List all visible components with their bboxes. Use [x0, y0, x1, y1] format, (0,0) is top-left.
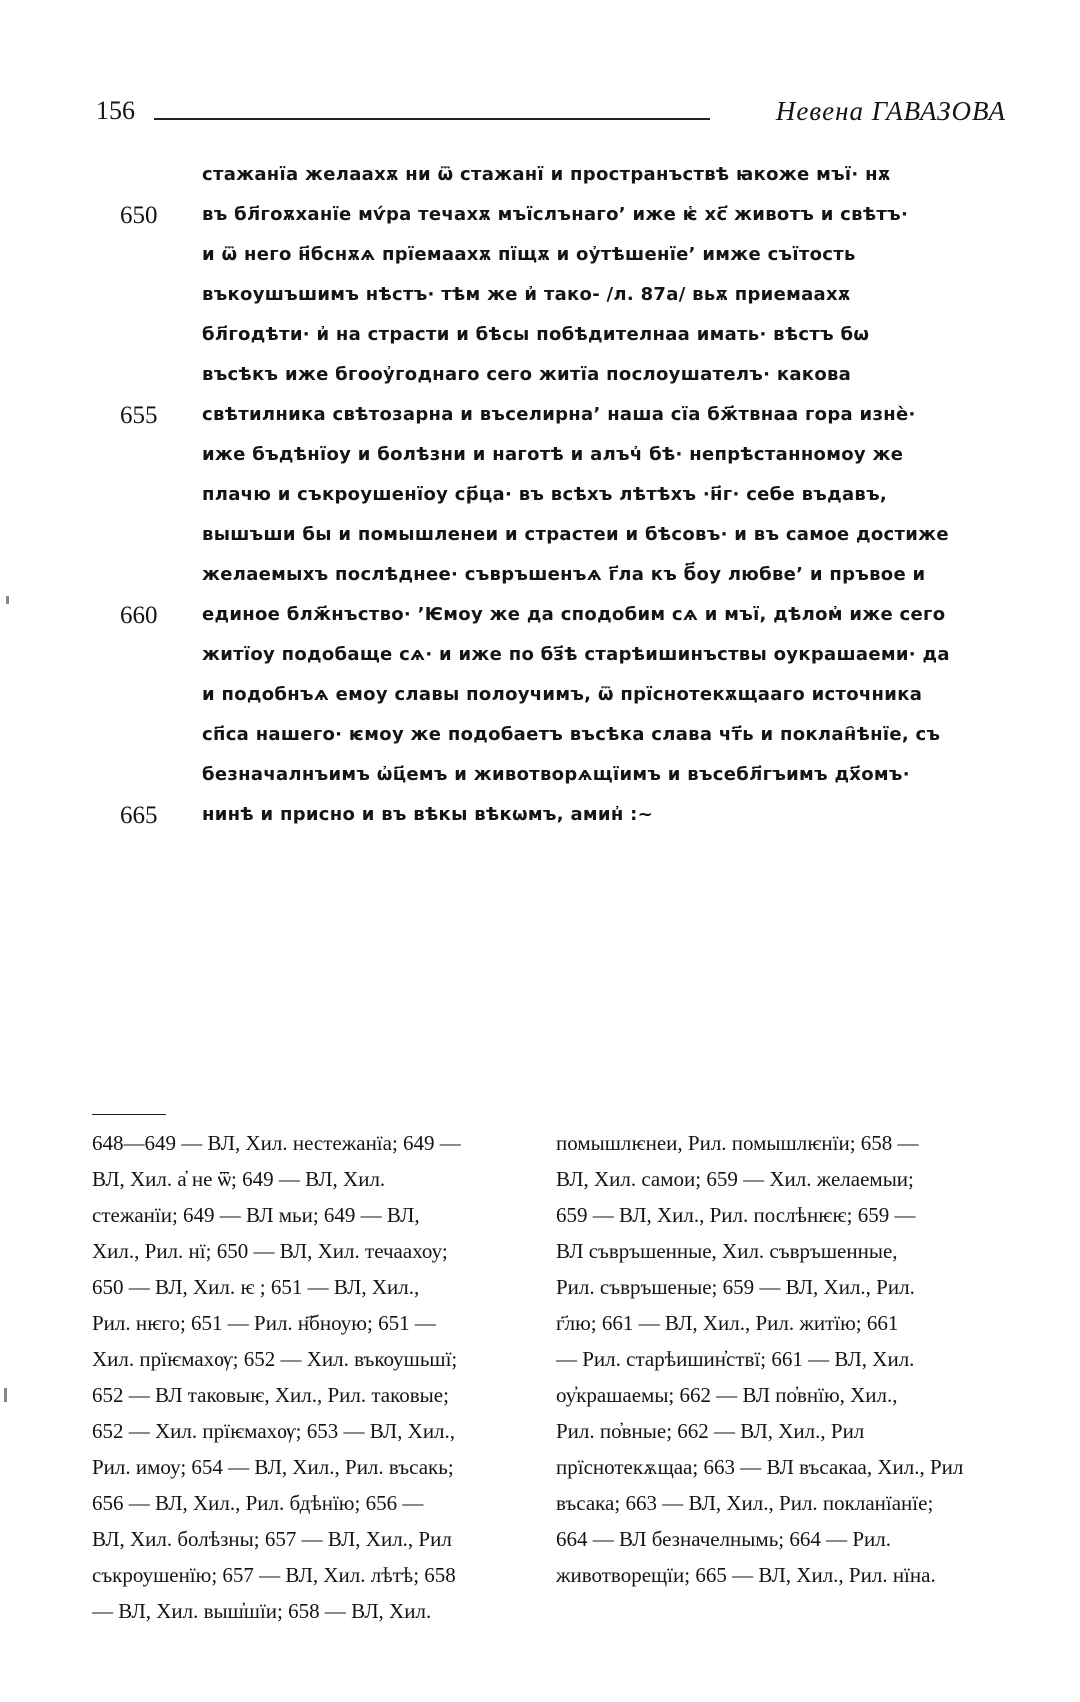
text-line: [120, 320, 1020, 360]
note-line: — ВЛ, Хил. выш҆шїи; 658 — ВЛ, Хил.: [92, 1599, 432, 1623]
line-text: въсѣкъ иже бгооу҆годнаго сего житїа послоушателъ· какова: [202, 364, 852, 385]
text-line: [120, 200, 1020, 240]
text-line: [120, 800, 1020, 840]
note-line: 648—649 — ВЛ, Хил. нестежанїа; 649 —: [92, 1131, 461, 1155]
text-line: [120, 600, 1020, 640]
text-line: [120, 360, 1020, 400]
line-text: въкоушъшимъ нѣстъ· тѣм же и҆ тако- /л. 87а/ вьѫ приемаахѫ: [202, 284, 851, 305]
note-line: помышлѥнеи, Рил. помышлѥнїи; 658 —: [556, 1131, 919, 1155]
note-line: прїснотекѫщаа; 663 — ВЛ въсакаа, Хил., Рил: [556, 1455, 964, 1479]
note-line: ВЛ, Хил. а҆ не ѿ; 649 — ВЛ, Хил.: [92, 1167, 386, 1191]
note-line: г҃лю; 661 — ВЛ, Хил., Рил. житїю; 661: [556, 1311, 899, 1335]
notes-left-column: [92, 1125, 520, 1629]
line-text: безначалнъимъ ѡ҆ц҃емъ и животворѧщїимъ и въсебл҃гъимъ дх҃омъ·: [202, 764, 910, 785]
text-line: [120, 640, 1020, 680]
line-number: 650: [120, 202, 158, 229]
note-line: оу҆крашаемы; 662 — ВЛ по҆внїю, Хил.,: [556, 1383, 898, 1407]
line-text: нинѣ и присно и въ вѣкы вѣкѡмъ, амин҆ :~: [202, 804, 654, 825]
line-text: въ бл҃гоѫханїе мѵ́ра течахѫ мъїслънаго’ иже ѥ҅ хс҃ животъ и свѣтъ·: [202, 204, 909, 225]
note-line: съкроушенїю; 657 — ВЛ, Хил. лѣтѣ; 658: [92, 1563, 456, 1587]
note-line: 659 — ВЛ, Хил., Рил. послѣнѥѥ; 659 —: [556, 1203, 916, 1227]
note-line: ВЛ съвръшенные, Хил. съвръшенные,: [556, 1239, 898, 1263]
text-line: [120, 560, 1020, 600]
text-line: [120, 280, 1020, 320]
author-name: Невена ГАВАЗОВА: [775, 96, 1006, 126]
note-line: Хил., Рил. нї; 650 — ВЛ, Хил. течаахоу;: [92, 1239, 448, 1263]
line-number: 665: [120, 802, 158, 829]
note-line: Рил. имоу; 654 — ВЛ, Хил., Рил. въсакь;: [92, 1455, 454, 1479]
notes-rule: [92, 1114, 166, 1115]
text-line: [120, 720, 1020, 760]
header-rule: [154, 118, 710, 120]
notes-right-column: [556, 1125, 986, 1593]
line-text: плачю и съкроушенїоу ср҃ца· въ всѣхъ лѣтѣхъ ·н҃г· себе въдавъ,: [202, 484, 888, 505]
line-text: сп҃са нашего· ѥмоу же подобаетъ въсѣка слава чт҃ь и поклан҄ѣнїе, съ: [202, 724, 941, 745]
text-line: [120, 240, 1020, 280]
text-line: [120, 400, 1020, 440]
note-line: — Рил. старѣишин҆ствї; 661 — ВЛ, Хил.: [556, 1347, 915, 1371]
note-line: Рил. по҆вные; 662 — ВЛ, Хил., Рил: [556, 1419, 865, 1443]
note-line: ВЛ, Хил. болѣзны; 657 — ВЛ, Хил., Рил: [92, 1527, 452, 1551]
note-line: животворещїи; 665 — ВЛ, Хил., Рил. нїна.: [556, 1563, 936, 1587]
note-line: стежанїи; 649 — ВЛ мьи; 649 — ВЛ,: [92, 1203, 420, 1227]
text-line: [120, 480, 1020, 520]
line-text: свѣтилника свѣтозарна и въселирна’ наша сїа бж҃твнаа гора изнѐ·: [202, 404, 916, 425]
page-number: 156: [96, 96, 135, 125]
note-line: 652 — ВЛ таковыѥ, Хил., Рил. таковые;: [92, 1383, 449, 1407]
line-text: и ѿ него н҃бснѫѧ прїемаахѫ пїщѫ и оу҆тѣшенїе’ имже съїтость: [202, 244, 856, 265]
line-text: бл҃годѣти· и҆ на страсти и бѣсы побѣдителнаа имать· вѣстъ бѡ: [202, 324, 870, 345]
text-line: [120, 760, 1020, 800]
text-line: [120, 440, 1020, 480]
note-line: Рил. съвръшеные; 659 — ВЛ, Хил., Рил.: [556, 1275, 915, 1299]
note-line: 664 — ВЛ безначелнымь; 664 — Рил.: [556, 1527, 892, 1551]
line-text: иже бъдѣнїоу и болѣзни и наготѣ и алъч҆ бѣ· непрѣстанномоу же: [202, 444, 904, 465]
margin-mark: [6, 596, 9, 604]
margin-mark: [4, 1388, 7, 1402]
note-line: въсака; 663 — ВЛ, Хил., Рил. покланїанїе;: [556, 1491, 934, 1515]
text-line: [120, 680, 1020, 720]
line-text: стажанїа желаахѫ ни ѿ стажанї и пространъствѣ ꙗкоже мъї· нѫ: [202, 164, 891, 185]
line-text: житїоу подобаще сѧ· и иже по бз҃ѣ старѣишинъствы оукрашаеми· да: [202, 644, 950, 665]
main-text: [120, 160, 1020, 840]
note-line: ВЛ, Хил. самои; 659 — Хил. желаемыи;: [556, 1167, 914, 1191]
line-number: 660: [120, 602, 158, 629]
note-line: 656 — ВЛ, Хил., Рил. бдѣнїю; 656 —: [92, 1491, 424, 1515]
note-line: 650 — ВЛ, Хил. ѥ ; 651 — ВЛ, Хил.,: [92, 1275, 420, 1299]
line-text: единое блж҃нъство· ’Ѥмоу же да сподобим сѧ и мъї, дѣлом҆ иже сего: [202, 604, 946, 625]
note-line: Хил. прїѥмахѹ; 652 — Хил. въкоушьшї;: [92, 1347, 458, 1371]
running-header: [96, 96, 1006, 136]
line-text: и подобнъѧ емоу славы полоучимъ, ѿ прїснотекѫщааго источника: [202, 684, 923, 705]
line-text: желаемыхъ послѣднее· съвръшенъѧ г҃ла къ б҃оу любве’ и пръвое и: [202, 564, 926, 585]
line-text: вышъши бы и помышленеи и страстеи и бѣсовъ· и въ самое достиже: [202, 524, 949, 545]
text-line: [120, 520, 1020, 560]
text-line: [120, 160, 1020, 200]
line-number: 655: [120, 402, 158, 429]
note-line: 652 — Хил. прїѥмахѹ; 653 — ВЛ, Хил.,: [92, 1419, 456, 1443]
note-line: Рил. нѥго; 651 — Рил. н҃бноую; 651 —: [92, 1311, 436, 1335]
